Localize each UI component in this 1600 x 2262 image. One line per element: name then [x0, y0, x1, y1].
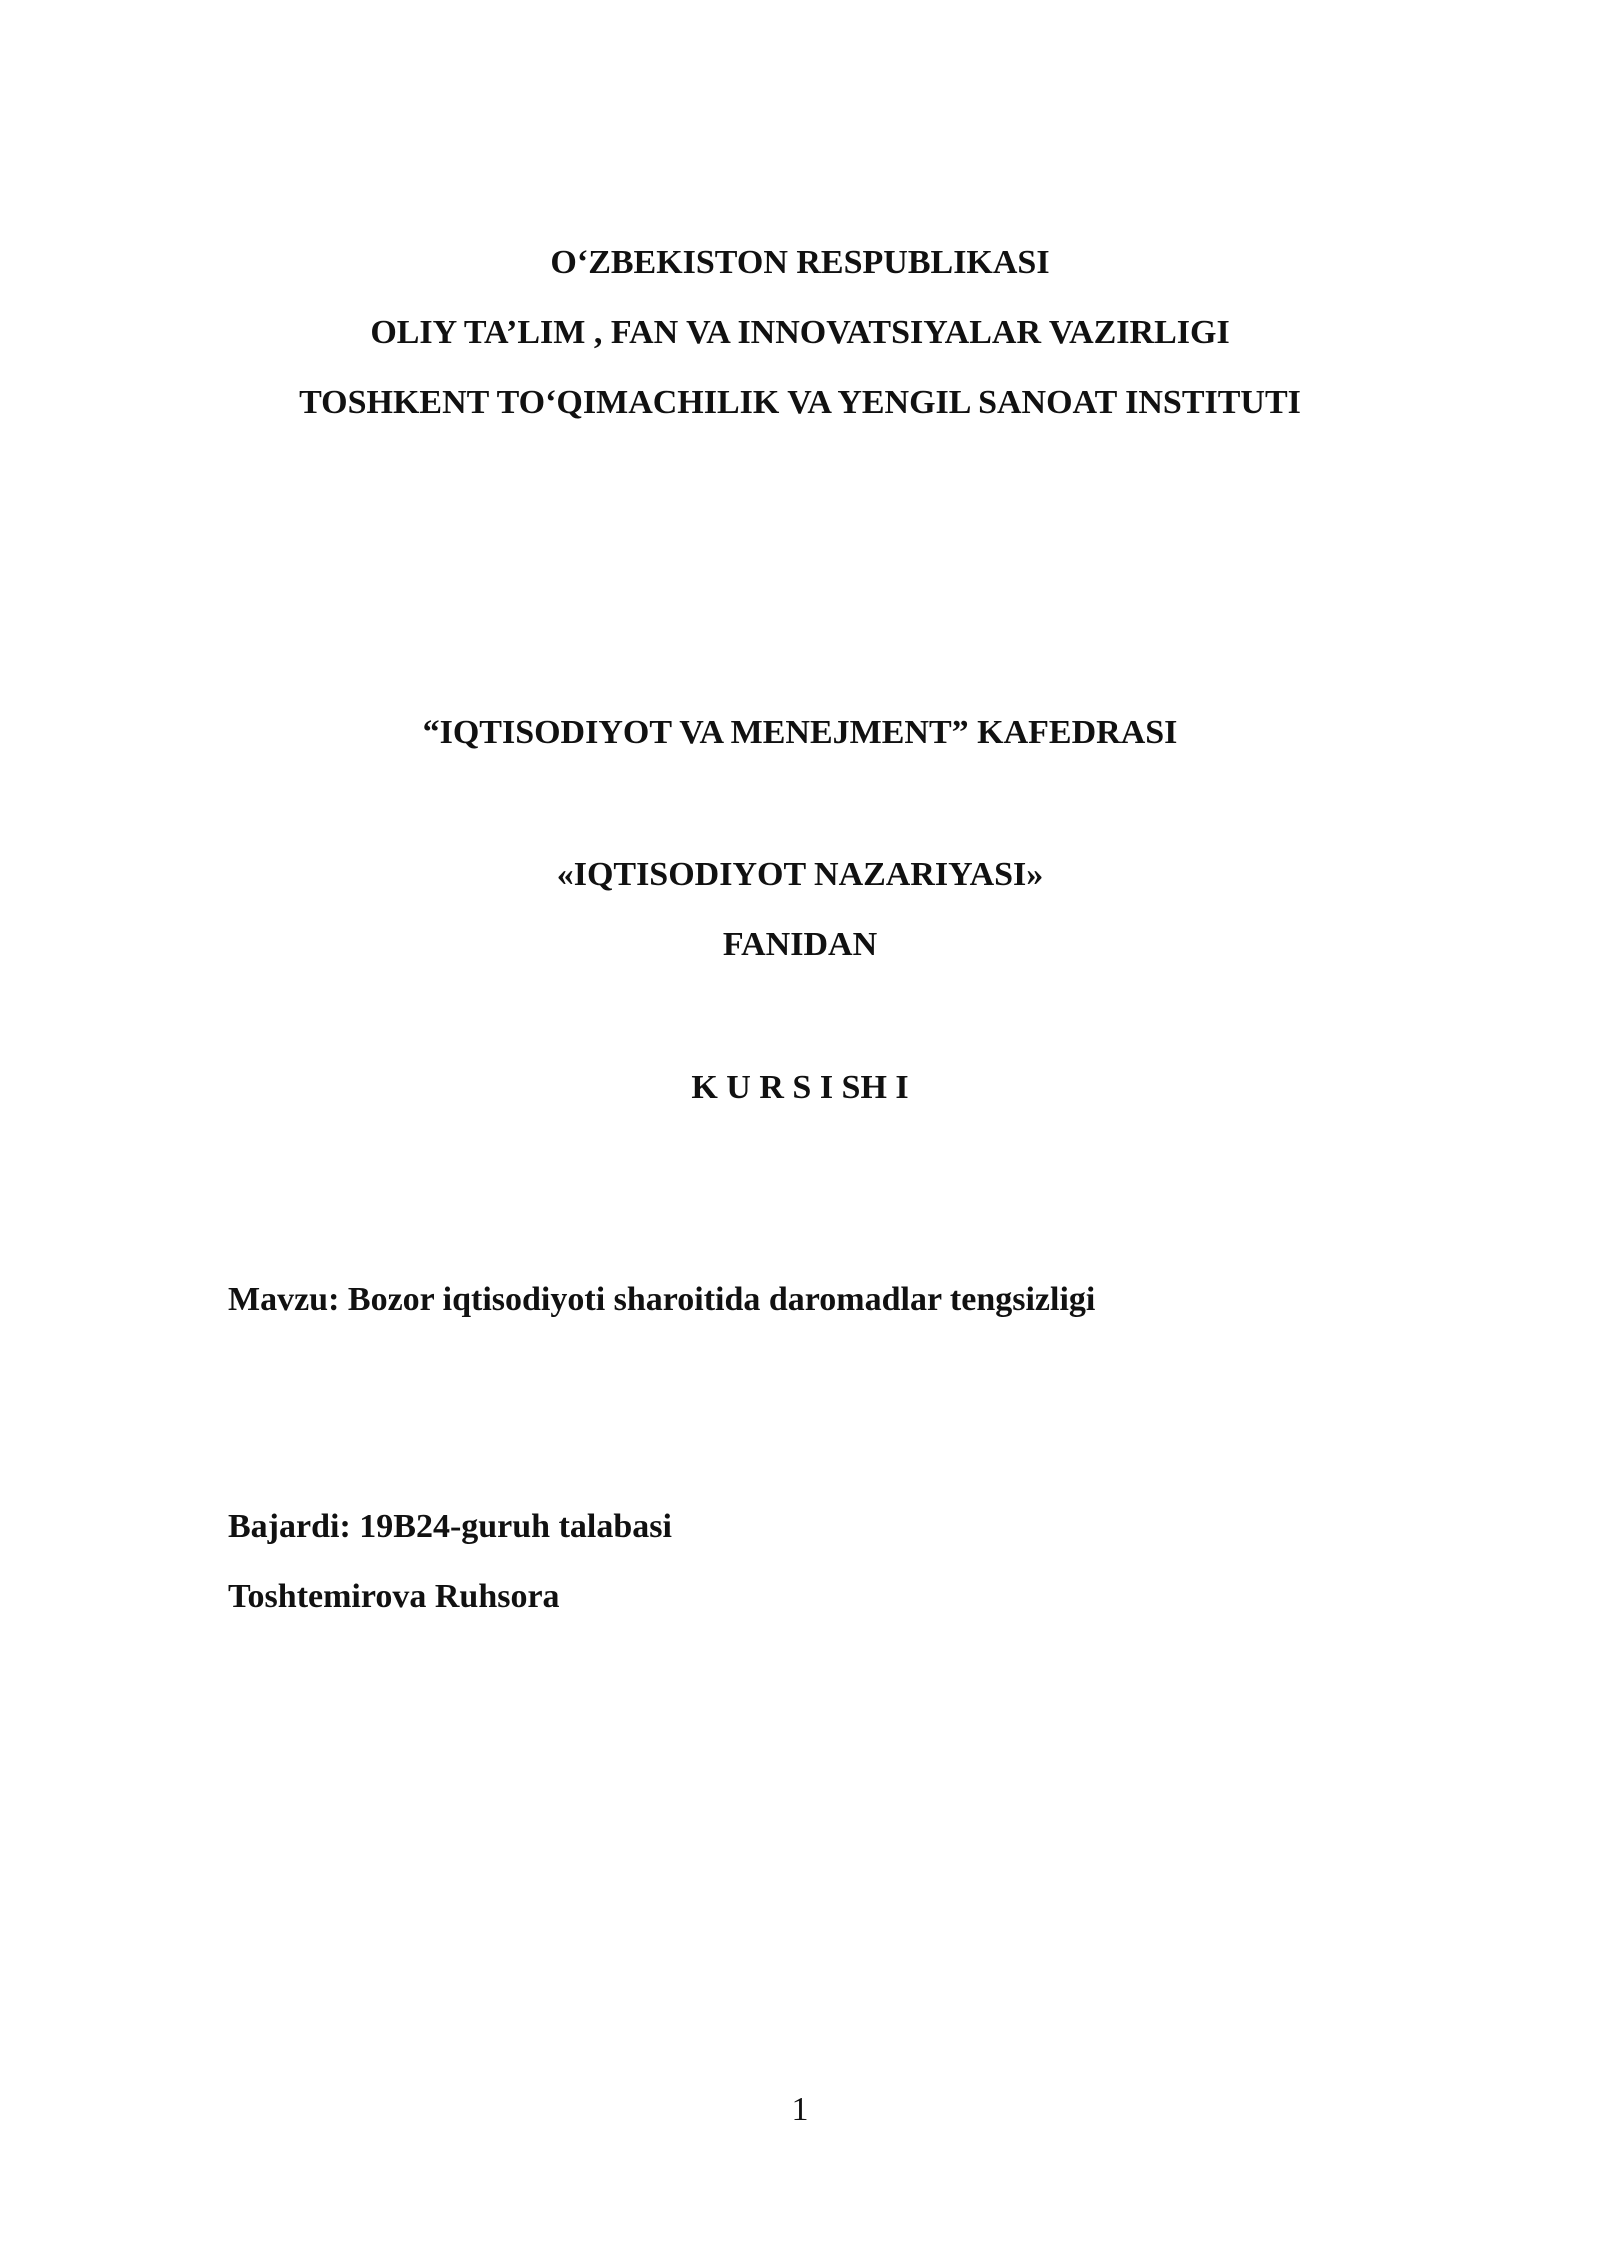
header-country: O‘ZBEKISTON RESPUBLIKASI: [550, 244, 1050, 281]
subject-title: «IQTISODIYOT NAZARIYASI»: [556, 856, 1044, 893]
performed-by: Bajardi: 19B24-guruh talabasi: [228, 1508, 672, 1545]
subject-suffix: FANIDAN: [722, 926, 878, 963]
page-number: 1: [791, 2091, 809, 2128]
topic-line: Mavzu: Bozor iqtisodiyoti sharoitida daromadlar tengsizligi: [228, 1281, 1096, 1318]
header-institute: TOSHKENT TO‘QIMACHILIK VA YENGIL SANOAT INSTITUTI: [299, 384, 1301, 421]
student-name: Toshtemirova Ruhsora: [228, 1578, 560, 1615]
header-ministry: OLIY TA’LIM , FAN VA INNOVATSIYALAR VAZIRLIGI: [370, 314, 1230, 351]
work-type-title: K U R S I SH I: [691, 1069, 909, 1106]
department-title: “IQTISODIYOT VA MENEJMENT” KAFEDRASI: [422, 714, 1178, 751]
